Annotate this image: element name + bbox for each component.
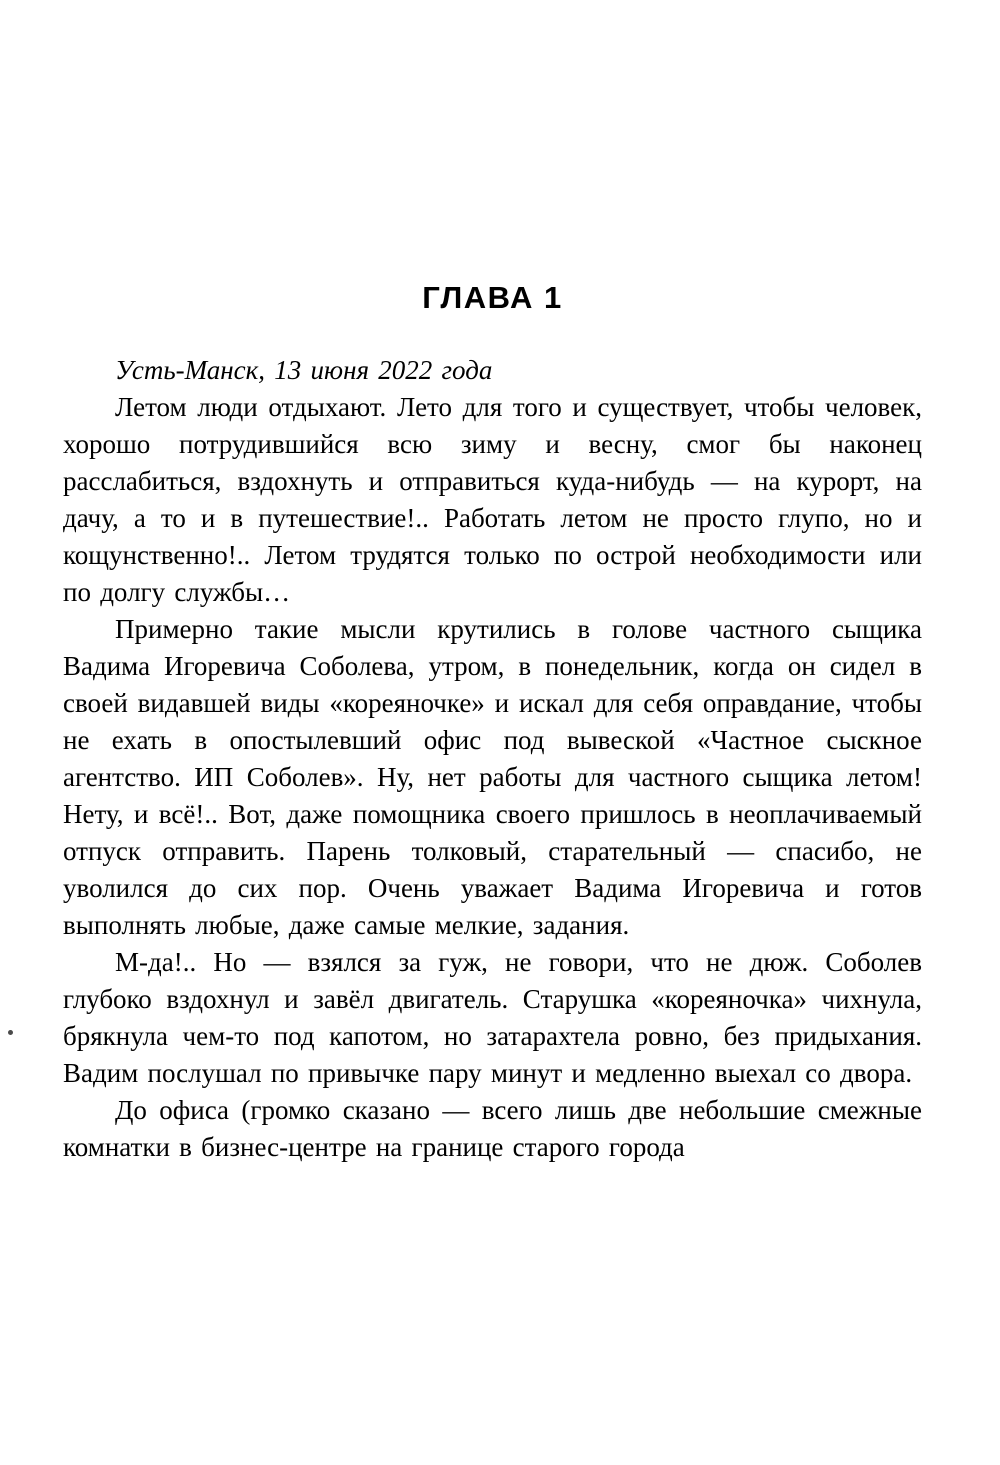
paragraph-3: М-да!.. Но — взялся за гуж, не говори, что не дюж. Соболев глубоко вздохнул и завёл двигатель. Старушка «кореяночка» чихнула, брякнула чем-то под капотом, но затарахтела ровно, без придыхания. Вадим послушал по привычке пару минут и медленно выехал со двора. — [63, 947, 922, 1088]
chapter-title: ГЛАВА 1 — [422, 280, 563, 315]
body-text — [63, 352, 922, 1166]
dateline: Усть-Манск, 13 июня 2022 года — [115, 355, 493, 385]
paragraph-2: Примерно такие мысли крутились в голове частного сыщика Вадима Игоревича Соболева, утром, в понедельник, когда он сидел в своей видавшей виды «кореяночке» и искал для себя оправдание, чтобы не ехать в опостылевший офис под вывеской «Частное сыскное агентство. ИП Соболев». Ну, нет работы для частного сыщика летом! Нету, и всё!.. Вот, даже помощника своего пришлось в неоплачиваемый отпуск отправить. Парень толковый, старательный — спасибо, не уволился до сих пор. Очень уважает Вадима Игоревича и готов выполнять любые, даже самые мелкие, задания. — [63, 614, 922, 940]
paragraph-4: До офиса (громко сказано — всего лишь две небольшие смежные комнатки в бизнес-центре на границе старого города — [63, 1095, 922, 1162]
scan-artifact-dot — [8, 1030, 13, 1035]
paragraph-1: Летом люди отдыхают. Лето для того и существует, чтобы человек, хорошо потрудившийся всю зиму и весну, смог бы наконец расслабиться, вздохнуть и отправиться куда-нибудь — на курорт, на дачу, а то и в путешествие!.. Работать летом не просто глупо, но и кощунственно!.. Летом трудятся только по острой необходимости или по долгу службы… — [63, 392, 922, 607]
